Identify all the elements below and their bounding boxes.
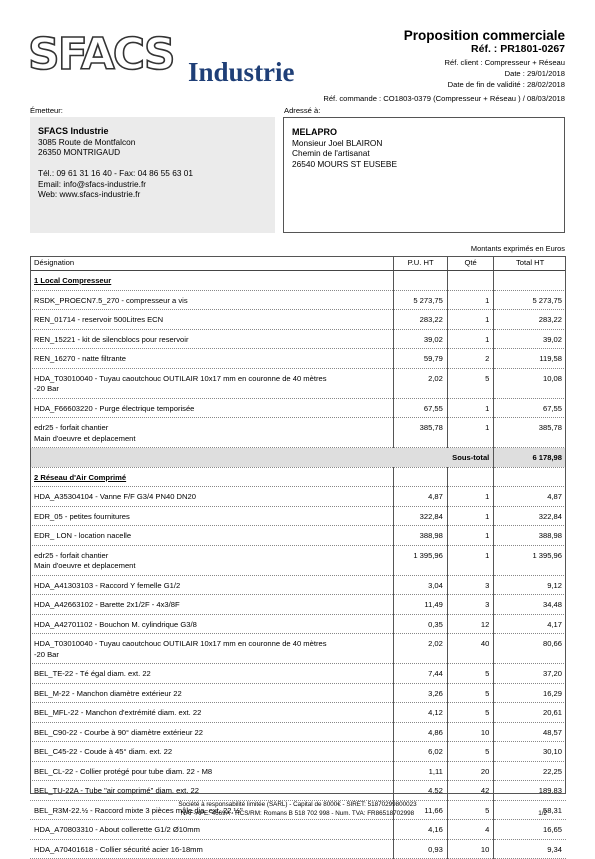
table-row <box>30 349 566 369</box>
designation-text: BEL_MFL-22 - Manchon d'extrémité diam. ext. 22 <box>34 708 202 717</box>
quantity-cell: 40 <box>447 634 493 664</box>
document-title: Proposition commerciale <box>403 28 565 43</box>
header-quantity: Qté <box>447 256 493 271</box>
quantity-cell: 5 <box>447 800 493 820</box>
quantity-cell: 5 <box>447 664 493 684</box>
quantity-cell: 5 <box>447 368 493 398</box>
designation-cell <box>30 398 394 418</box>
designation-cell <box>30 506 394 526</box>
emitter-website: Web: www.sfacs-industrie.fr <box>38 189 141 200</box>
total-cell: 5 273,75 <box>494 290 566 310</box>
addressee-city: 26540 MOURS ST EUSEBE <box>292 158 397 169</box>
unit-price-cell: 3,04 <box>394 575 447 595</box>
designation-text: EDR_ LON - location nacelle <box>34 531 132 540</box>
designation-text: BEL_CL-22 - Collier protégé pour tube diam. 22 - M8 <box>34 766 213 776</box>
table-row <box>30 506 566 526</box>
designation-text: HDA_A42701102 - Bouchon M. cylindrique G3/8 <box>34 619 197 629</box>
empty-cell <box>494 467 566 487</box>
table-row <box>30 761 566 781</box>
total-cell: 4,17 <box>494 614 566 634</box>
table-row <box>30 703 566 723</box>
table-row <box>30 290 566 310</box>
designation-cell <box>30 683 394 703</box>
header-designation: Désignation <box>30 256 394 271</box>
unit-price-cell: 4,12 <box>394 703 447 723</box>
footer-legal-line2: NAF-APE: 4669A - RCS/RM: Romans B 518 702 998 - Num. TVA: FR86518702998 <box>180 810 415 817</box>
designation-text: REN_15221 - kit de silencblocs pour reservoir <box>34 334 189 344</box>
quantity-cell: 3 <box>447 595 493 615</box>
unit-price-cell: 11,66 <box>394 800 447 820</box>
quantity-cell: 1 <box>447 487 493 507</box>
table-row <box>30 722 566 742</box>
quantity-cell: 1 <box>447 506 493 526</box>
table-row <box>30 329 566 349</box>
table-row <box>30 683 566 703</box>
designation-text: HDA_F66603220 - Purge électrique temporisée <box>34 403 195 413</box>
unit-price-cell: 59,79 <box>394 349 447 369</box>
total-cell: 20,61 <box>494 703 566 723</box>
designation-cell <box>30 575 394 595</box>
designation-text: BEL_C90-22 - Courbe à 90° diamètre extérieur 22 <box>34 727 203 737</box>
document-date: Date : 29/01/2018 <box>504 69 565 78</box>
designation-cell <box>30 368 394 398</box>
table-row <box>30 820 566 840</box>
items-table <box>30 256 566 859</box>
emitter-box <box>30 117 275 233</box>
document-reference: Réf. : PR1801-0267 <box>471 43 565 55</box>
footer-legal-line1: Société à responsabilité limitée (SARL) - Capital de 8000€ - SIRET: 51870299800023 <box>178 801 417 808</box>
designation-text: BEL_TU-22A - Tube "air comprimé" diam. ext. 22 <box>34 786 199 795</box>
total-cell: 4,87 <box>494 487 566 507</box>
designation-cell <box>30 614 394 634</box>
unit-price-cell: 4,52 <box>394 781 447 801</box>
table-row <box>30 418 566 448</box>
quantity-cell: 10 <box>447 722 493 742</box>
emitter-name: SFACS Industrie <box>38 126 109 136</box>
total-cell: 385,78 <box>494 418 566 448</box>
total-cell: 80,66 <box>494 634 566 664</box>
header-unit-price: P.U. HT <box>394 256 447 271</box>
designation-cell <box>30 820 394 840</box>
quantity-cell: 42 <box>447 781 493 801</box>
unit-price-cell: 3,26 <box>394 683 447 703</box>
subtotal-value: 6 178,98 <box>494 448 566 468</box>
total-cell: 9,12 <box>494 575 566 595</box>
designation-text: HDA_T03010040 - Tuyau caoutchouc OUTILAIR 10x17 mm en couronne de 40 mètres <box>34 373 327 383</box>
total-cell: 16,65 <box>494 820 566 840</box>
unit-price-cell: 283,22 <box>394 310 447 330</box>
quantity-cell: 2 <box>447 349 493 369</box>
currency-note: Montants exprimés en Euros <box>470 244 565 253</box>
emitter-address-line1: 3085 Route de Montfalcon <box>38 137 136 147</box>
unit-price-cell: 0,35 <box>394 614 447 634</box>
total-cell: 388,98 <box>494 526 566 546</box>
designation-detail: Main d'oeuvre et deplacement <box>34 433 136 443</box>
table-row <box>30 614 566 634</box>
designation-text: HDA_A70401618 - Collier sécurité acier 16-18mm <box>34 844 203 854</box>
designation-text: REN_16270 - natte filtrante <box>34 354 127 363</box>
table-row <box>30 487 566 507</box>
designation-cell <box>30 722 394 742</box>
company-logo <box>28 30 308 90</box>
table-row <box>30 634 566 664</box>
quantity-cell: 1 <box>447 398 493 418</box>
quantity-cell: 1 <box>447 310 493 330</box>
total-cell: 58,31 <box>494 800 566 820</box>
designation-detail: -20 Bar <box>34 384 59 393</box>
section-row <box>30 271 566 291</box>
designation-text: HDA_A41303103 - Raccord Y femelle G1/2 <box>34 580 181 590</box>
unit-price-cell: 388,98 <box>394 526 447 546</box>
unit-price-cell: 7,44 <box>394 664 447 684</box>
emitter-phone: Tél.: 09 61 31 16 40 - Fax: 04 86 55 63 01 <box>38 168 193 179</box>
logo-mark: SFACS <box>28 29 174 80</box>
unit-price-cell: 385,78 <box>394 418 447 448</box>
addressee-name: MELAPRO <box>292 127 337 137</box>
designation-text: RSDK_PROECN7.5_270 - compresseur a vis <box>34 295 188 305</box>
table-row <box>30 526 566 546</box>
section-cell <box>30 271 394 291</box>
quantity-cell: 1 <box>447 545 493 575</box>
designation-cell <box>30 487 394 507</box>
logo-word: Industrie <box>188 57 295 87</box>
total-cell: 322,84 <box>494 506 566 526</box>
designation-text: edr25 - forfait chantier <box>34 550 109 560</box>
designation-cell <box>30 349 394 369</box>
section-row <box>30 467 566 487</box>
table-header-row <box>30 256 566 271</box>
unit-price-cell: 4,86 <box>394 722 447 742</box>
addressee-label: Adressé à: <box>284 106 321 115</box>
designation-text: HDA_T03010040 - Tuyau caoutchouc OUTILAIR 10x17 mm en couronne de 40 mètres <box>34 639 327 648</box>
unit-price-cell: 1,11 <box>394 761 447 781</box>
page-number: 1/2 <box>538 810 547 817</box>
unit-price-cell: 11,49 <box>394 595 447 615</box>
quantity-cell: 12 <box>447 614 493 634</box>
designation-cell <box>30 545 394 575</box>
designation-cell <box>30 703 394 723</box>
items-table-body <box>30 271 566 859</box>
total-cell: 9,34 <box>494 839 566 859</box>
designation-text: REN_01714 - reservoir 500Litres ECN <box>34 315 164 324</box>
total-cell: 1 395,96 <box>494 545 566 575</box>
total-cell: 48,57 <box>494 722 566 742</box>
quantity-cell: 20 <box>447 761 493 781</box>
designation-text: EDR_05 - petites fournitures <box>34 511 130 521</box>
section-cell <box>30 467 394 487</box>
table-row <box>30 310 566 330</box>
unit-price-cell: 2,02 <box>394 368 447 398</box>
addressee-contact: Monsieur Joel BLAIRON <box>292 138 383 148</box>
unit-price-cell: 1 395,96 <box>394 545 447 575</box>
designation-text: BEL_R3M-22.½ - Raccord mixte 3 pièces mâle dia. ext. 22.½" <box>34 805 243 815</box>
header-total: Total HT <box>494 256 566 271</box>
unit-price-cell: 4,87 <box>394 487 447 507</box>
unit-price-cell: 322,84 <box>394 506 447 526</box>
designation-detail: Main d'oeuvre et deplacement <box>34 561 136 570</box>
total-cell: 16,29 <box>494 683 566 703</box>
quantity-cell: 5 <box>447 742 493 762</box>
unit-price-cell: 2,02 <box>394 634 447 664</box>
total-cell: 283,22 <box>494 310 566 330</box>
total-cell: 67,55 <box>494 398 566 418</box>
total-cell: 37,20 <box>494 664 566 684</box>
table-row <box>30 781 566 801</box>
total-cell: 39,02 <box>494 329 566 349</box>
table-row <box>30 595 566 615</box>
order-reference: Réf. commande : CO1803-0379 (Compresseur + Réseau ) / 08/03/2018 <box>323 94 565 103</box>
designation-cell <box>30 290 394 310</box>
emitter-address-line2: 26350 MONTRIGAUD <box>38 147 121 158</box>
quantity-cell: 10 <box>447 839 493 859</box>
subtotal-row <box>30 448 566 468</box>
quantity-cell: 5 <box>447 703 493 723</box>
table-row <box>30 398 566 418</box>
subtotal-label: Sous-total <box>30 448 494 468</box>
designation-cell <box>30 761 394 781</box>
table-row <box>30 575 566 595</box>
designation-cell <box>30 595 394 615</box>
total-cell: 119,58 <box>494 349 566 369</box>
unit-price-cell: 4,16 <box>394 820 447 840</box>
table-row <box>30 368 566 398</box>
table-row <box>30 545 566 575</box>
section-title: 1 Local Compresseur <box>34 276 112 285</box>
designation-text: BEL_M-22 - Manchon diamètre extérieur 22 <box>34 688 182 698</box>
quantity-cell: 5 <box>447 683 493 703</box>
designation-cell <box>30 781 394 801</box>
empty-cell <box>447 467 493 487</box>
designation-text: HDA_A42663102 - Barette 2x1/2F - 4x3/8F <box>34 600 180 609</box>
total-cell: 30,10 <box>494 742 566 762</box>
unit-price-cell: 67,55 <box>394 398 447 418</box>
emitter-label: Émetteur: <box>30 106 63 115</box>
total-cell: 189,83 <box>494 781 566 801</box>
quantity-cell: 4 <box>447 820 493 840</box>
empty-cell <box>447 271 493 291</box>
designation-text: BEL_TE-22 - Té égal diam. ext. 22 <box>34 669 151 678</box>
quantity-cell: 1 <box>447 290 493 310</box>
addressee-street: Chemin de l'artisanat <box>292 148 370 159</box>
designation-text: edr25 - forfait chantier <box>34 423 109 432</box>
emitter-email: Email: info@sfacs-industrie.fr <box>38 178 147 189</box>
total-cell: 34,48 <box>494 595 566 615</box>
unit-price-cell: 6,02 <box>394 742 447 762</box>
designation-cell <box>30 526 394 546</box>
designation-cell <box>30 634 394 664</box>
table-row <box>30 742 566 762</box>
empty-cell <box>394 271 447 291</box>
quantity-cell: 1 <box>447 329 493 349</box>
unit-price-cell: 39,02 <box>394 329 447 349</box>
unit-price-cell: 5 273,75 <box>394 290 447 310</box>
empty-cell <box>494 271 566 291</box>
designation-cell <box>30 664 394 684</box>
designation-cell <box>30 742 394 762</box>
designation-cell <box>30 329 394 349</box>
total-cell: 10,08 <box>494 368 566 398</box>
designation-cell <box>30 310 394 330</box>
validity-date: Date de fin de validité : 28/02/2018 <box>447 80 565 89</box>
designation-cell <box>30 418 394 448</box>
designation-text: HDA_A35304104 - Vanne F/F G3/4 PN40 DN20 <box>34 492 196 501</box>
client-reference: Réf. client : Compresseur + Réseau <box>444 58 565 67</box>
quantity-cell: 1 <box>447 526 493 546</box>
quantity-cell: 1 <box>447 418 493 448</box>
unit-price-cell: 0,93 <box>394 839 447 859</box>
quantity-cell: 3 <box>447 575 493 595</box>
addressee-box <box>283 117 565 233</box>
section-title: 2 Réseau d'Air Comprimé <box>34 472 127 482</box>
table-row <box>30 664 566 684</box>
empty-cell <box>394 467 447 487</box>
designation-text: HDA_A70803310 - About collerette G1/2 Ø10mm <box>34 825 200 834</box>
designation-detail: -20 Bar <box>34 649 59 659</box>
total-cell: 22,25 <box>494 761 566 781</box>
designation-text: BEL_C45-22 - Coude à 45° diam. ext. 22 <box>34 747 173 756</box>
